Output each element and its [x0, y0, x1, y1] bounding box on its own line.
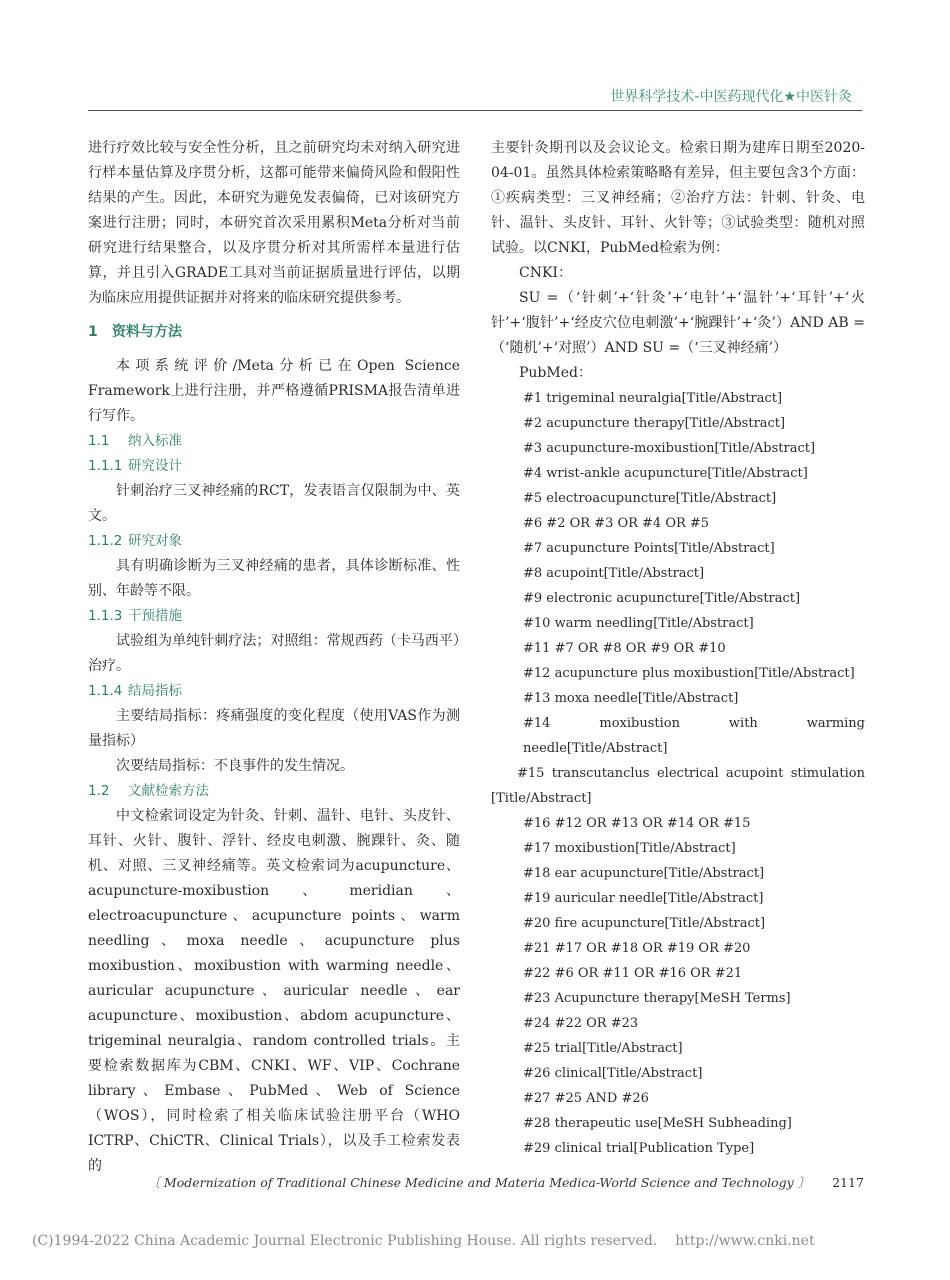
subsection-heading	[88, 604, 460, 629]
heading-number: 1.1	[88, 433, 110, 449]
search-line: #9 electronic acupuncture[Title/Abstract]	[523, 591, 801, 606]
search-line: #29 clinical trial[Publication Type]	[523, 1141, 755, 1156]
search-line: #5 electroacupuncture[Title/Abstract]	[523, 491, 777, 506]
heading-number: 1.1.4	[88, 683, 123, 699]
paragraph: 次要结局指标：不良事件的发生情况。	[116, 758, 354, 774]
search-line: #2 acupuncture therapy[Title/Abstract]	[523, 416, 786, 431]
subsection-heading	[88, 429, 460, 454]
search-line: #15 transcutanclus electrical acupoint stimulation [Title/Abstract]	[491, 766, 865, 806]
heading-text: 结局指标	[128, 683, 182, 699]
search-line: #13 moxa needle[Title/Abstract]	[523, 691, 739, 706]
search-line: #17 moxibustion[Title/Abstract]	[523, 841, 736, 856]
subsection-heading	[88, 679, 460, 704]
search-line: #14 moxibustion with warming needle[Title/Abstract]	[523, 716, 865, 756]
search-line: #21 #17 OR #18 OR #19 OR #20	[523, 941, 751, 956]
footer	[147, 1173, 864, 1191]
search-line: #3 acupuncture-moxibustion[Title/Abstract]	[523, 441, 816, 456]
paragraph: 主要针灸期刊以及会议论文。检索日期为建库日期至2020-04-01。虽然具体检索策略略有差异，但主要包含3个方面：①疾病类型：三叉神经痛；②治疗方法：针刺、针灸、电针、温针、头皮针、耳针、火针等；③试验类型：随机对照试验。以CNKI，PubMed检索为例：	[491, 140, 865, 256]
search-line: #26 clinical[Title/Abstract]	[523, 1066, 703, 1081]
search-line: #1 trigeminal neuralgia[Title/Abstract]	[523, 391, 783, 406]
search-line: #11 #7 OR #8 OR #9 OR #10	[523, 641, 726, 656]
heading-text: 干预措施	[128, 608, 182, 624]
heading-number: 1	[88, 324, 98, 340]
paragraph: SU =（‘针刺’+‘针灸’+‘电针’+‘温针’+‘耳针’+‘火针’+‘腹针’+‘经皮穴位电刺激’+‘腕踝针’+‘灸’）AND AB =（‘随机’+‘对照’）AND SU =（‘三叉神经痛’）	[491, 290, 865, 356]
subsection-heading	[88, 454, 460, 479]
right-column	[491, 136, 865, 1161]
page-number: 2117	[832, 1175, 864, 1190]
heading-text: 研究对象	[128, 533, 182, 549]
heading-number: 1.1.2	[88, 533, 123, 549]
search-line: #19 auricular needle[Title/Abstract]	[523, 891, 764, 906]
search-line: #4 wrist-ankle acupuncture[Title/Abstract]	[523, 466, 808, 481]
paragraph: PubMed：	[519, 365, 592, 381]
search-line: #8 acupoint[Title/Abstract]	[523, 566, 705, 581]
search-line: #25 trial[Title/Abstract]	[523, 1041, 683, 1056]
heading-number: 1.1.1	[88, 458, 123, 474]
paragraph: 具有明确诊断为三叉神经痛的患者，具体诊断标准、性别、年龄等不限。	[88, 558, 460, 599]
heading-text: 纳入标准	[128, 433, 182, 449]
paragraph: 中文检索词设定为针灸、针刺、温针、电针、头皮针、耳针、火针、腹针、浮针、经皮电刺激、腕踝针、灸、随机、对照、三叉神经痛等。英文检索词为acupuncture、acupuncture-moxibustion、meridian、electroacupuncture、acupuncture points、warm needling、moxa needle、acupuncture plus moxibustion、moxibustion with warming needle、auricular acupuncture、auricular needle、ear acupuncture、moxibustion、abdom acupuncture、trigeminal neuralgia、random controlled trials。主要检索数据库为CBM、CNKI、WF、VIP、Cochrane library、Embase、PubMed、Web of Science（WOS），同时检索了相关临床试验注册平台（WHO ICTRP、ChiCTR、Clinical Trials），以及手工检索发表的	[88, 808, 460, 1174]
search-line: #16 #12 OR #13 OR #14 OR #15	[523, 816, 751, 831]
search-line: #28 therapeutic use[MeSH Subheading]	[523, 1116, 792, 1131]
subsection-heading	[88, 529, 460, 554]
heading-text: 文献检索方法	[128, 783, 209, 799]
heading-text: 资料与方法	[112, 324, 182, 340]
footer-journal-ref: 〔 Modernization of Traditional Chinese Medicine and Materia Medica-World Science and Technology 〕	[147, 1175, 811, 1190]
search-line: #24 #22 OR #23	[523, 1016, 639, 1031]
copyright-url[interactable]: http://www.cnki.net	[675, 1233, 815, 1249]
paragraph: CNKI：	[519, 265, 572, 281]
heading-number: 1.1.3	[88, 608, 123, 624]
search-line: #10 warm needling[Title/Abstract]	[523, 616, 754, 631]
left-column	[88, 136, 460, 1179]
search-line: #23 Acupuncture therapy[MeSH Terms]	[523, 991, 791, 1006]
search-line: #27 #25 AND #26	[523, 1091, 649, 1106]
paragraph: 试验组为单纯针刺疗法；对照组：常规西药（卡马西平）治疗。	[88, 633, 460, 674]
copyright-text: (C)1994-2022 China Academic Journal Electronic Publishing House. All rights reserved.	[32, 1233, 658, 1249]
subsection-heading	[88, 779, 460, 804]
paragraph: 本项系统评价/Meta分析已在Open Science Framework上进行注册，并严格遵循PRISMA报告清单进行写作。	[88, 358, 460, 424]
running-header	[88, 84, 862, 111]
copyright-line	[32, 1233, 815, 1249]
paragraph: 主要结局指标：疼痛强度的变化程度（使用VAS作为测量指标）	[88, 708, 460, 749]
paragraph: 进行疗效比较与安全性分析，且之前研究均未对纳入研究进行样本量估算及序贯分析，这都可能带来偏倚风险和假阳性结果的产生。因此，本研究为避免发表偏倚，已对该研究方案进行注册；同时，本研究首次采用累积Meta分析对当前研究进行结果整合，以及序贯分析对其所需样本量进行估算，并且引入GRADE工具对当前证据质量进行评估，以期为临床应用提供证据并对将来的临床研究提供参考。	[88, 140, 460, 306]
search-line: #12 acupuncture plus moxibustion[Title/Abstract]	[523, 666, 855, 681]
search-line: #6 #2 OR #3 OR #4 OR #5	[523, 516, 710, 531]
journal-name: 世界科学技术-中医药现代化★中医针灸	[610, 89, 852, 105]
heading-text: 研究设计	[128, 458, 182, 474]
section-heading	[88, 320, 460, 345]
search-line: #20 fire acupuncture[Title/Abstract]	[523, 916, 766, 931]
heading-number: 1.2	[88, 783, 110, 799]
paragraph: 针刺治疗三叉神经痛的RCT，发表语言仅限制为中、英文。	[88, 483, 460, 524]
search-line: #18 ear acupuncture[Title/Abstract]	[523, 866, 765, 881]
search-line: #22 #6 OR #11 OR #16 OR #21	[523, 966, 743, 981]
search-line: #7 acupuncture Points[Title/Abstract]	[523, 541, 775, 556]
